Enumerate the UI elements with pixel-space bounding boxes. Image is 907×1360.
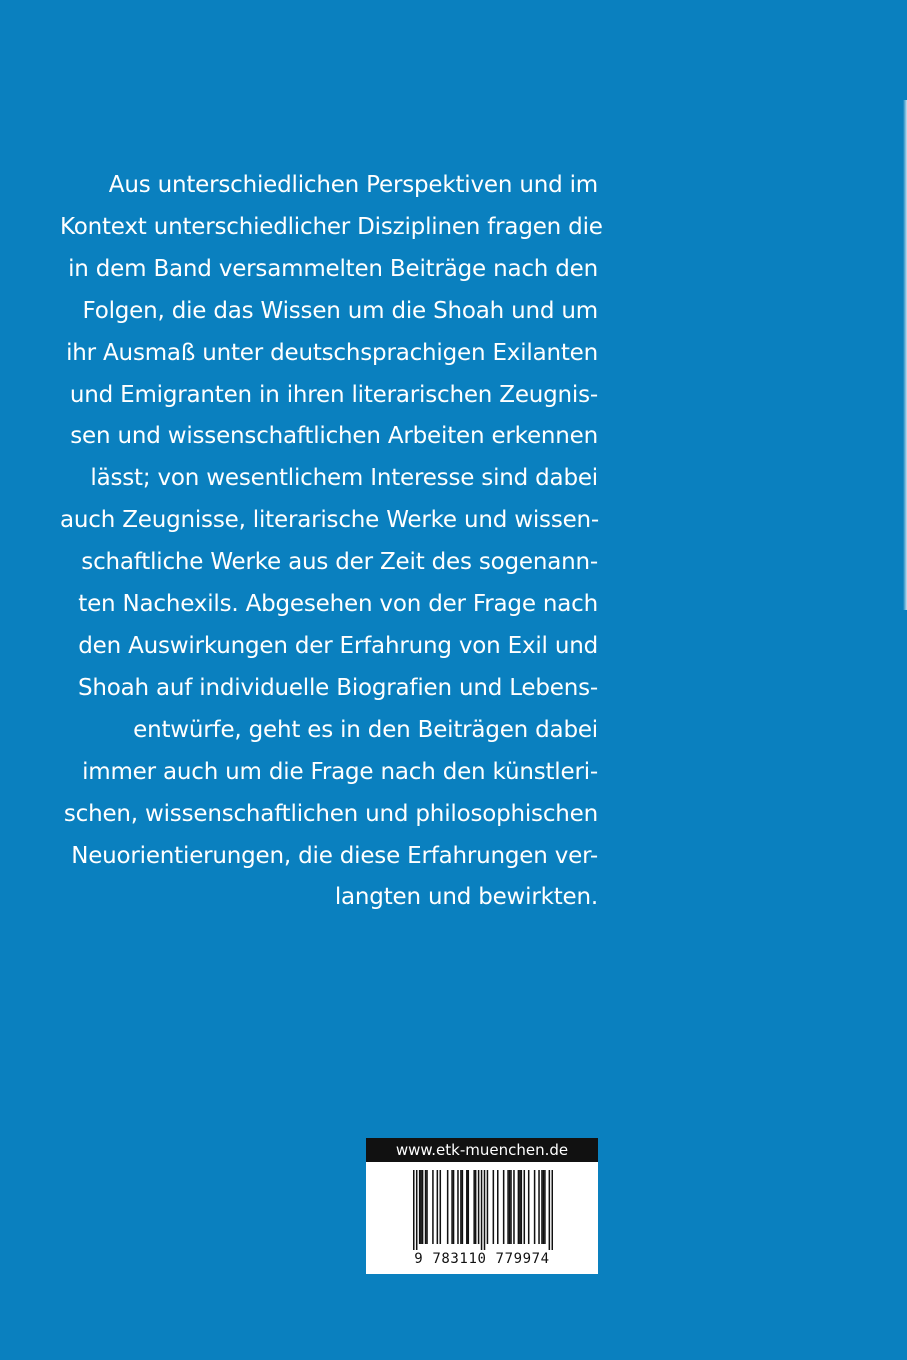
blurb-line: Aus unterschiedlichen Perspektiven und im [108, 172, 598, 198]
barcode-bar [549, 1170, 551, 1250]
blurb-line: sen und wissenschaftlichen Arbeiten erkennen [70, 423, 598, 450]
blurb-line: immer auch um die Frage nach den künstleri- [82, 758, 598, 785]
barcode-bar [475, 1170, 477, 1244]
barcode-bar [426, 1170, 428, 1244]
barcode-bar [440, 1170, 442, 1244]
barcode-bar [493, 1170, 495, 1244]
barcode-bar [419, 1170, 421, 1244]
isbn-number: 9 783110 779974 [414, 1251, 550, 1267]
barcode-bar [519, 1170, 521, 1244]
barcode-bar [462, 1170, 464, 1244]
barcode-bar [413, 1170, 415, 1250]
barcode-bar [420, 1170, 422, 1244]
barcode-bar [466, 1170, 468, 1244]
barcode-bar [524, 1170, 526, 1244]
barcode-bar [416, 1170, 418, 1250]
barcode-image [413, 1170, 553, 1250]
barcode-bar [457, 1170, 459, 1244]
blurb-line: Neuorientierungen, die diese Erfahrungen ver- [71, 842, 598, 869]
barcode-bar [552, 1170, 553, 1250]
barcode-bar [503, 1170, 505, 1244]
barcode-bar [422, 1170, 424, 1244]
barcode-bar [437, 1170, 439, 1244]
barcode-bar [432, 1170, 434, 1244]
barcode-bar [510, 1170, 512, 1244]
blurb-line: schen, wissenschaftlichen und philosophischen [63, 800, 598, 827]
barcode-bar [518, 1170, 520, 1244]
barcode-bar [481, 1170, 483, 1250]
edge-highlight [903, 100, 907, 610]
barcode-bar [460, 1170, 462, 1244]
barcode-bar [521, 1170, 523, 1244]
barcode-bar [544, 1170, 546, 1244]
blurb-line: entwürfe, geht es in den Beiträgen dabei [133, 716, 598, 743]
barcode-bar [543, 1170, 545, 1244]
blurb-text [60, 165, 603, 919]
barcode-bar [513, 1170, 515, 1244]
barcode-bar [484, 1170, 486, 1250]
barcode-bar [528, 1170, 530, 1244]
barcode-bar [468, 1170, 470, 1244]
blurb-line: ihr Ausmaß unter deutschsprachigen Exilanten [66, 339, 598, 366]
blurb-line: schaftliche Werke aus der Zeit des sogenann- [81, 549, 598, 576]
blurb-line: ten Nachexils. Abgesehen von der Frage nach [78, 591, 598, 618]
barcode-bar [509, 1170, 511, 1244]
blurb-line: lässt; von wesentlichem Interesse sind dabei [90, 465, 598, 492]
barcode-bar [507, 1170, 509, 1244]
barcode-box [366, 1138, 598, 1274]
barcode-bar [447, 1170, 449, 1244]
blurb-line: auch Zeugnisse, literarische Werke und wissen- [60, 507, 600, 534]
barcode-bar [425, 1170, 427, 1244]
blurb-line: Kontext unterschiedlicher Disziplinen fragen die [60, 213, 603, 240]
barcode-bar [538, 1170, 540, 1244]
barcode-bar [487, 1170, 489, 1244]
barcode-bar [541, 1170, 543, 1244]
blurb-line: langten und bewirkten. [334, 884, 598, 911]
barcode-bar [453, 1170, 455, 1244]
blurb-line: und Emigranten in ihren literarischen Zeugnis- [69, 381, 598, 408]
blurb-line: Shoah auf individuelle Biografien und Lebens- [78, 674, 598, 701]
barcode-bar [497, 1170, 499, 1244]
barcode-bar [451, 1170, 453, 1244]
barcode-bar [534, 1170, 536, 1244]
barcode-bar [478, 1170, 480, 1244]
publisher-url: www.etk-muenchen.de [366, 1138, 598, 1162]
blurb-line: den Auswirkungen der Erfahrung von Exil und [78, 632, 598, 659]
blurb-line: Folgen, die das Wissen um die Shoah und um [82, 297, 598, 324]
blurb-line: in dem Band versammelten Beiträge nach den [68, 255, 598, 282]
barcode-bar [473, 1170, 475, 1244]
